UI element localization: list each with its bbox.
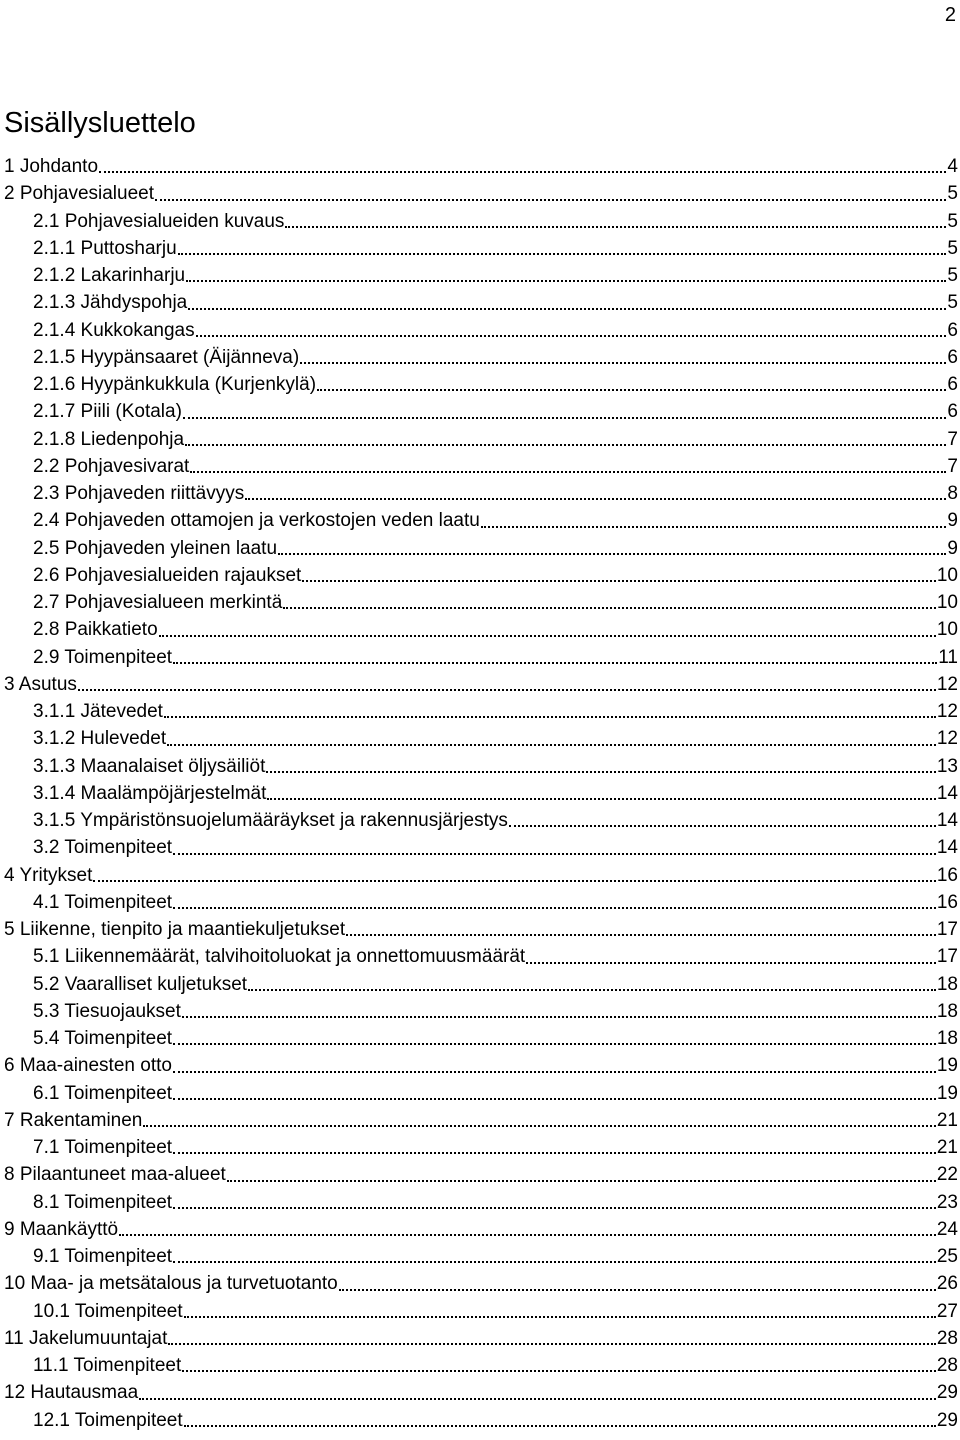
- toc-entry-label: 12.1 Toimenpiteet: [33, 1409, 183, 1431]
- toc-entry-label: 2.1.3 Jähdyspohja: [33, 292, 188, 314]
- toc-dot-leader: [178, 235, 947, 262]
- toc-entry-page: 18: [936, 1000, 958, 1022]
- toc-entry-page: 4: [947, 156, 958, 177]
- page-number: 2: [944, 4, 956, 26]
- toc-dot-leader: [245, 480, 946, 507]
- toc-entry-label: 5 Liikenne, tienpito ja maantiekuljetukset: [4, 919, 346, 940]
- toc-entry-page: 9: [947, 510, 958, 532]
- toc-dot-leader: [267, 780, 935, 807]
- toc-entry[interactable]: [4, 943, 958, 970]
- toc-entry[interactable]: [4, 535, 958, 562]
- toc-entry[interactable]: [4, 753, 958, 780]
- toc-entry-page: 7: [947, 428, 958, 450]
- toc-entry[interactable]: [4, 480, 958, 507]
- toc-entry-page: 10: [936, 592, 958, 613]
- toc-entry-label: 10 Maa- ja metsätalous ja turvetuotanto: [4, 1273, 338, 1295]
- toc-entry[interactable]: [4, 153, 958, 180]
- toc-dot-leader: [173, 889, 936, 916]
- toc-dot-leader: [119, 1216, 936, 1243]
- toc-entry-page: 23: [936, 1191, 958, 1213]
- toc-entry[interactable]: [4, 1080, 958, 1107]
- toc-entry[interactable]: [4, 289, 958, 316]
- toc-entry-label: 2.6 Pohjavesialueiden rajaukset: [33, 564, 302, 586]
- toc-entry[interactable]: [4, 235, 958, 262]
- toc-entry-label: 4.1 Toimenpiteet: [33, 891, 173, 913]
- toc-entry-label: 5.1 Liikennemäärät, talvihoitoluokat ja onnettomuusmäärät: [33, 946, 526, 968]
- toc-entry[interactable]: [4, 1161, 958, 1188]
- toc-entry-page: 22: [936, 1164, 958, 1186]
- toc-entry-page: 25: [936, 1246, 958, 1267]
- toc-dot-leader: [186, 262, 946, 289]
- toc-entry-page: 6: [947, 374, 958, 395]
- toc-dot-leader: [248, 971, 936, 998]
- toc-entry[interactable]: [4, 698, 958, 725]
- toc-entry-label: 2.7 Pohjavesialueen merkintä: [33, 592, 283, 613]
- toc-dot-leader: [526, 943, 936, 970]
- toc-entry-page: 5: [947, 183, 958, 205]
- toc-entry-page: 19: [936, 1055, 958, 1077]
- toc-entry-label: 2.1.4 Kukkokangas: [33, 319, 195, 341]
- toc-dot-leader: [173, 1080, 936, 1107]
- toc-entry[interactable]: [4, 1134, 958, 1161]
- toc-dot-leader: [509, 807, 936, 834]
- toc-entry[interactable]: [4, 616, 958, 643]
- toc-entry-label: 9 Maankäyttö: [4, 1218, 119, 1240]
- toc-entry[interactable]: [4, 208, 958, 235]
- toc-dot-leader: [173, 834, 936, 861]
- toc-dot-leader: [139, 1379, 936, 1406]
- toc-entry-page: 19: [936, 1082, 958, 1104]
- toc-dot-leader: [227, 1161, 936, 1188]
- toc-dot-leader: [78, 671, 936, 698]
- toc-entry[interactable]: [4, 453, 958, 480]
- toc-entry-page: 9: [947, 537, 958, 559]
- toc-entry[interactable]: [4, 807, 958, 834]
- toc-entry-label: 3.1.3 Maanalaiset öljysäiliöt: [33, 755, 266, 777]
- toc-dot-leader: [302, 562, 936, 589]
- toc-entry[interactable]: [4, 344, 958, 371]
- toc-entry-label: 3.1.4 Maalämpöjärjestelmät: [33, 782, 267, 804]
- toc-entry-label: 12 Hautausmaa: [4, 1382, 139, 1404]
- toc-entry[interactable]: [4, 998, 958, 1025]
- toc-entry-page: 5: [947, 265, 958, 286]
- toc-entry[interactable]: [4, 1025, 958, 1052]
- toc-entry[interactable]: [4, 834, 958, 861]
- toc-entry-label: 5.3 Tiesuojaukset: [33, 1000, 181, 1022]
- toc-entry[interactable]: [4, 971, 958, 998]
- toc-entry-label: 3.1.2 Hulevedet: [33, 728, 167, 750]
- toc-dot-leader: [173, 1052, 936, 1079]
- toc-entry[interactable]: [4, 1352, 958, 1379]
- toc-entry-label: 6.1 Toimenpiteet: [33, 1082, 173, 1104]
- toc-dot-leader: [173, 1189, 936, 1216]
- toc-entry-page: 16: [936, 891, 958, 913]
- toc-entry-page: 16: [936, 864, 958, 886]
- toc-dot-leader: [182, 1352, 936, 1379]
- toc-dot-leader: [185, 426, 946, 453]
- toc-entry[interactable]: [4, 371, 958, 398]
- toc-entry-label: 5.2 Vaaralliset kuljetukset: [33, 973, 248, 995]
- toc-dot-leader: [266, 753, 936, 780]
- toc-entry-label: 11.1 Toimenpiteet: [33, 1355, 182, 1376]
- toc-entry-label: 2 Pohjavesialueet: [4, 183, 154, 205]
- toc-dot-leader: [278, 535, 946, 562]
- toc-entry-page: 21: [936, 1109, 958, 1131]
- toc-entry[interactable]: [4, 644, 958, 671]
- toc-entry[interactable]: [4, 317, 958, 344]
- toc-entry-page: 17: [936, 919, 958, 940]
- toc-entry[interactable]: [4, 1107, 958, 1134]
- toc-entry-page: 10: [936, 619, 958, 641]
- toc-entry[interactable]: [4, 1325, 958, 1352]
- toc-entry[interactable]: [4, 1052, 958, 1079]
- toc-entry-page: 14: [936, 782, 958, 804]
- toc-entry[interactable]: [4, 889, 958, 916]
- toc-dot-leader: [159, 616, 936, 643]
- toc-entry[interactable]: [4, 725, 958, 752]
- toc-dot-leader: [182, 998, 936, 1025]
- toc-entry-label: 7 Rakentaminen: [4, 1109, 143, 1131]
- toc-entry-label: 9.1 Toimenpiteet: [33, 1246, 173, 1267]
- toc-dot-leader: [283, 589, 936, 616]
- toc-dot-leader: [173, 1243, 936, 1270]
- toc-dot-leader: [164, 698, 936, 725]
- toc-entry[interactable]: [4, 916, 958, 943]
- toc-entry-page: 27: [936, 1300, 958, 1322]
- toc-entry-label: 3.2 Toimenpiteet: [33, 837, 173, 859]
- toc-entry-page: 12: [936, 673, 958, 695]
- toc-dot-leader: [285, 208, 946, 235]
- toc-dot-leader: [168, 1325, 935, 1352]
- toc-entry-page: 14: [936, 837, 958, 859]
- toc-entry-page: 5: [947, 210, 958, 232]
- toc-entry[interactable]: [4, 1407, 958, 1434]
- toc-entry-page: 7: [947, 455, 958, 477]
- toc-entry-page: 26: [936, 1273, 958, 1295]
- toc-dot-leader: [99, 153, 946, 180]
- toc-entry-label: 2.4 Pohjaveden ottamojen ja verkostojen veden laatu: [33, 510, 480, 532]
- toc-entry-label: 8 Pilaantuneet maa-alueet: [4, 1164, 226, 1186]
- toc-entry-label: 10.1 Toimenpiteet: [33, 1300, 183, 1322]
- toc-entry-label: 3.1.5 Ympäristönsuojelumääräykset ja rakennusjärjestys: [33, 810, 508, 831]
- toc-entry-label: 8.1 Toimenpiteet: [33, 1191, 173, 1213]
- toc-entry[interactable]: [4, 1270, 958, 1297]
- toc-entry-page: 6: [947, 401, 958, 423]
- toc-dot-leader: [184, 1407, 936, 1434]
- toc-entry-page: 24: [936, 1218, 958, 1240]
- toc-dot-leader: [346, 916, 936, 943]
- toc-entry[interactable]: [4, 262, 958, 289]
- toc-entry-label: 6 Maa-ainesten otto: [4, 1055, 172, 1077]
- toc-entry-label: 7.1 Toimenpiteet: [33, 1137, 173, 1158]
- toc-entry[interactable]: [4, 1298, 958, 1325]
- toc-entry-label: 2.5 Pohjaveden yleinen laatu: [33, 537, 278, 559]
- toc-dot-leader: [93, 862, 936, 889]
- toc-entry-label: 2.1.5 Hyypänsaaret (Äijänneva): [33, 346, 300, 368]
- toc-dot-leader: [173, 1025, 936, 1052]
- toc-entry-page: 8: [947, 483, 958, 504]
- toc-entry-page: 18: [936, 973, 958, 995]
- toc-entry-label: 2.1 Pohjavesialueiden kuvaus: [33, 210, 285, 232]
- toc-entry-label: 2.1.2 Lakarinharju: [33, 265, 186, 286]
- toc-entry-label: 2.1.6 Hyypänkukkula (Kurjenkylä): [33, 374, 317, 395]
- toc-entry-label: 3.1.1 Jätevedet: [33, 701, 163, 722]
- toc-entry-page: 11: [938, 646, 958, 668]
- toc-entry-page: 5: [947, 237, 958, 259]
- toc-dot-leader: [317, 371, 946, 398]
- toc-dot-leader: [167, 725, 936, 752]
- toc-dot-leader: [173, 1134, 936, 1161]
- toc-list: [4, 153, 958, 1434]
- toc-entry-page: 10: [936, 564, 958, 586]
- toc-entry-page: 13: [936, 755, 958, 777]
- toc-entry-label: 2.1.1 Puttosharju: [33, 237, 177, 259]
- toc-entry[interactable]: [4, 1379, 958, 1406]
- toc-entry-page: 5: [947, 292, 958, 314]
- toc-entry[interactable]: [4, 1243, 958, 1270]
- toc-entry-page: 18: [936, 1028, 958, 1049]
- toc-dot-leader: [155, 180, 946, 207]
- toc-dot-leader: [339, 1270, 936, 1297]
- toc-entry-label: 2.1.8 Liedenpohja: [33, 428, 185, 450]
- toc-entry-label: 2.9 Toimenpiteet: [33, 646, 173, 668]
- toc-entry[interactable]: [4, 426, 958, 453]
- toc-entry-label: 4 Yritykset: [4, 864, 93, 886]
- toc-entry-page: 12: [936, 728, 958, 750]
- toc-dot-leader: [196, 317, 947, 344]
- toc-entry-page: 21: [936, 1137, 958, 1158]
- toc-entry[interactable]: [4, 1189, 958, 1216]
- toc-entry-page: 17: [936, 946, 958, 968]
- toc-dot-leader: [300, 344, 946, 371]
- toc-entry-page: 14: [936, 810, 958, 831]
- toc-entry-label: 5.4 Toimenpiteet: [33, 1028, 173, 1049]
- toc-entry-label: 2.1.7 Piili (Kotala): [33, 401, 182, 423]
- toc-dot-leader: [188, 289, 946, 316]
- toc-entry[interactable]: [4, 562, 958, 589]
- toc-entry[interactable]: [4, 862, 958, 889]
- toc-entry-page: 6: [947, 346, 958, 368]
- toc-entry-label: 2.8 Paikkatieto: [33, 619, 158, 641]
- toc-entry-label: 11 Jakelumuuntajat: [4, 1327, 168, 1349]
- toc-entry-label: 2.3 Pohjaveden riittävyys: [33, 483, 245, 504]
- toc-dot-leader: [183, 398, 947, 425]
- toc-entry-page: 12: [936, 701, 958, 722]
- toc-entry-label: 3 Asutus: [4, 673, 77, 695]
- toc-entry-page: 6: [947, 319, 958, 341]
- toc-entry[interactable]: [4, 1216, 958, 1243]
- toc-dot-leader: [481, 507, 947, 534]
- toc-dot-leader: [190, 453, 946, 480]
- toc-title: Sisällysluettelo: [4, 107, 196, 139]
- toc-entry-label: 1 Johdanto: [4, 156, 99, 177]
- toc-entry[interactable]: [4, 507, 958, 534]
- toc-dot-leader: [184, 1298, 936, 1325]
- toc-entry[interactable]: [4, 780, 958, 807]
- toc-entry-label: 2.2 Pohjavesivarat: [33, 455, 190, 477]
- toc-entry[interactable]: [4, 589, 958, 616]
- toc-entry[interactable]: [4, 671, 958, 698]
- toc-entry[interactable]: [4, 180, 958, 207]
- toc-entry-page: 28: [936, 1327, 958, 1349]
- toc-entry-page: 29: [936, 1409, 958, 1431]
- toc-entry-page: 28: [936, 1355, 958, 1376]
- toc-dot-leader: [173, 644, 937, 671]
- toc-dot-leader: [143, 1107, 935, 1134]
- toc-entry[interactable]: [4, 398, 958, 425]
- toc-entry-page: 29: [936, 1382, 958, 1404]
